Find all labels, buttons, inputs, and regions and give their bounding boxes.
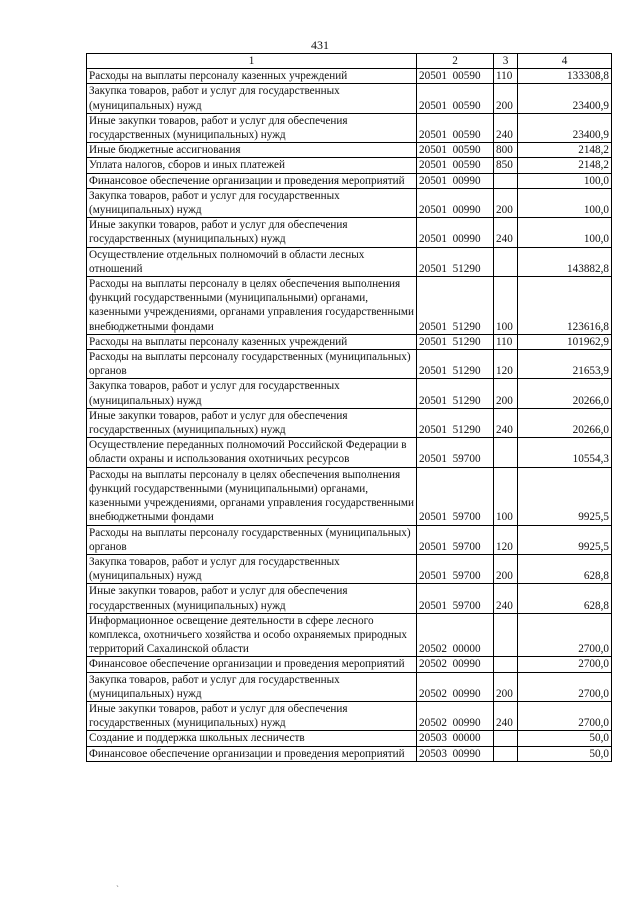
row-code-cell: 20501 51290 — [417, 408, 494, 437]
table-row — [87, 218, 612, 247]
row-code-cell: 20501 51290 — [417, 334, 494, 349]
table-row — [87, 84, 612, 113]
row-code-cell: 20502 00990 — [417, 657, 494, 672]
row-type-cell: 110 — [494, 334, 518, 349]
row-name-cell: Иные закупки товаров, работ и услуг для обеспечения государственных (муниципальных) нужд — [87, 408, 417, 437]
row-type-cell: 240 — [494, 113, 518, 142]
row-code-cell: 20503 00990 — [417, 746, 494, 761]
table-row — [87, 158, 612, 173]
row-name-cell: Закупка товаров, работ и услуг для государственных (муниципальных) нужд — [87, 379, 417, 408]
table-row — [87, 143, 612, 158]
row-type-cell: 240 — [494, 218, 518, 247]
row-code-cell: 20501 00590 — [417, 113, 494, 142]
row-name-cell: Закупка товаров, работ и услуг для государственных (муниципальных) нужд — [87, 188, 417, 217]
row-amount-cell: 100,0 — [518, 173, 612, 188]
row-name-cell: Осуществление отдельных полномочий в области лесных отношений — [87, 247, 417, 276]
row-name-cell: Финансовое обеспечение организации и проведения мероприятий — [87, 657, 417, 672]
row-amount-cell: 9925,5 — [518, 467, 612, 525]
row-amount-cell: 23400,9 — [518, 84, 612, 113]
row-amount-cell: 20266,0 — [518, 379, 612, 408]
row-type-cell: 200 — [494, 554, 518, 583]
table-header-row — [87, 54, 612, 69]
row-amount-cell: 2148,2 — [518, 158, 612, 173]
row-type-cell — [494, 438, 518, 467]
row-type-cell: 800 — [494, 143, 518, 158]
row-name-cell: Расходы на выплаты персоналу государственных (муниципальных) органов — [87, 350, 417, 379]
row-amount-cell: 123616,8 — [518, 277, 612, 335]
row-type-cell: 120 — [494, 350, 518, 379]
row-name-cell: Закупка товаров, работ и услуг для государственных (муниципальных) нужд — [87, 672, 417, 701]
row-type-cell: 200 — [494, 188, 518, 217]
table-row — [87, 731, 612, 746]
row-code-cell: 20501 00590 — [417, 84, 494, 113]
row-amount-cell: 50,0 — [518, 731, 612, 746]
row-amount-cell: 9925,5 — [518, 525, 612, 554]
row-amount-cell: 133308,8 — [518, 69, 612, 84]
row-type-cell — [494, 657, 518, 672]
row-name-cell: Иные закупки товаров, работ и услуг для обеспечения государственных (муниципальных) нужд — [87, 113, 417, 142]
row-type-cell: 200 — [494, 672, 518, 701]
row-name-cell: Закупка товаров, работ и услуг для государственных (муниципальных) нужд — [87, 84, 417, 113]
table-row — [87, 113, 612, 142]
row-type-cell — [494, 731, 518, 746]
row-amount-cell: 100,0 — [518, 188, 612, 217]
row-name-cell: Иные закупки товаров, работ и услуг для обеспечения государственных (муниципальных) нужд — [87, 218, 417, 247]
row-code-cell: 20501 00590 — [417, 158, 494, 173]
row-code-cell: 20501 59700 — [417, 467, 494, 525]
row-code-cell: 20502 00990 — [417, 701, 494, 730]
table-row — [87, 701, 612, 730]
table-row — [87, 69, 612, 84]
row-amount-cell: 50,0 — [518, 746, 612, 761]
row-amount-cell: 23400,9 — [518, 113, 612, 142]
column-header-2: 2 — [417, 54, 494, 69]
row-name-cell: Финансовое обеспечение организации и проведения мероприятий — [87, 173, 417, 188]
row-amount-cell: 143882,8 — [518, 247, 612, 276]
row-code-cell: 20501 51290 — [417, 350, 494, 379]
row-code-cell: 20501 51290 — [417, 277, 494, 335]
row-type-cell — [494, 173, 518, 188]
row-code-cell: 20501 59700 — [417, 525, 494, 554]
table-row — [87, 525, 612, 554]
table-row — [87, 554, 612, 583]
row-type-cell: 200 — [494, 84, 518, 113]
column-header-4: 4 — [518, 54, 612, 69]
table-row — [87, 467, 612, 525]
row-code-cell: 20501 00990 — [417, 188, 494, 217]
row-code-cell: 20502 00000 — [417, 613, 494, 657]
table-row — [87, 672, 612, 701]
row-name-cell: Расходы на выплаты персоналу казенных учреждений — [87, 69, 417, 84]
table-row — [87, 379, 612, 408]
table-row — [87, 188, 612, 217]
row-amount-cell: 2700,0 — [518, 701, 612, 730]
row-code-cell: 20501 51290 — [417, 247, 494, 276]
row-name-cell: Информационное освещение деятельности в сфере лесного комплекса, охотничьего хозяйства и особо охраняемых природных территорий Сахалинской области — [87, 613, 417, 657]
row-code-cell: 20501 59700 — [417, 438, 494, 467]
table-row — [87, 438, 612, 467]
row-name-cell: Иные бюджетные ассигнования — [87, 143, 417, 158]
row-amount-cell: 101962,9 — [518, 334, 612, 349]
column-header-3: 3 — [494, 54, 518, 69]
row-amount-cell: 2148,2 — [518, 143, 612, 158]
row-code-cell: 20501 00990 — [417, 218, 494, 247]
row-code-cell: 20501 00590 — [417, 143, 494, 158]
row-name-cell: Закупка товаров, работ и услуг для государственных (муниципальных) нужд — [87, 554, 417, 583]
row-amount-cell: 20266,0 — [518, 408, 612, 437]
row-name-cell: Создание и поддержка школьных лесничеств — [87, 731, 417, 746]
row-type-cell: 240 — [494, 701, 518, 730]
budget-table — [86, 53, 612, 762]
row-code-cell: 20501 00590 — [417, 69, 494, 84]
row-code-cell: 20502 00990 — [417, 672, 494, 701]
row-name-cell: Осуществление переданных полномочий Российской Федерации в области охраны и использования охотничьих ресурсов — [87, 438, 417, 467]
row-name-cell: Расходы на выплаты персоналу в целях обеспечения выполнения функций государственными (муниципальными) органами, казенными учреждениями, органами управления государственными внебюджетными фондами — [87, 467, 417, 525]
row-name-cell: Расходы на выплаты персоналу в целях обеспечения выполнения функций государственными (муниципальными) органами, казенными учреждениями, органами управления государственными внебюджетными фондами — [87, 277, 417, 335]
table-row — [87, 350, 612, 379]
row-code-cell: 20503 00000 — [417, 731, 494, 746]
table-row — [87, 584, 612, 613]
row-type-cell: 100 — [494, 277, 518, 335]
row-code-cell: 20501 00990 — [417, 173, 494, 188]
row-name-cell: Расходы на выплаты персоналу казенных учреждений — [87, 334, 417, 349]
row-amount-cell: 10554,3 — [518, 438, 612, 467]
row-amount-cell: 2700,0 — [518, 672, 612, 701]
row-code-cell: 20501 59700 — [417, 554, 494, 583]
table-row — [87, 247, 612, 276]
row-code-cell: 20501 59700 — [417, 584, 494, 613]
table-row — [87, 277, 612, 335]
table-row — [87, 173, 612, 188]
row-amount-cell: 2700,0 — [518, 613, 612, 657]
row-type-cell: 240 — [494, 408, 518, 437]
scan-artifact: ` — [116, 884, 119, 894]
row-name-cell: Уплата налогов, сборов и иных платежей — [87, 158, 417, 173]
row-name-cell: Иные закупки товаров, работ и услуг для обеспечения государственных (муниципальных) нужд — [87, 701, 417, 730]
table-row — [87, 408, 612, 437]
row-amount-cell: 628,8 — [518, 554, 612, 583]
row-type-cell: 100 — [494, 467, 518, 525]
row-name-cell: Расходы на выплаты персоналу государственных (муниципальных) органов — [87, 525, 417, 554]
table-row — [87, 334, 612, 349]
table-row — [87, 657, 612, 672]
row-type-cell: 110 — [494, 69, 518, 84]
column-header-1: 1 — [87, 54, 417, 69]
row-name-cell: Финансовое обеспечение организации и проведения мероприятий — [87, 746, 417, 761]
row-amount-cell: 628,8 — [518, 584, 612, 613]
row-amount-cell: 2700,0 — [518, 657, 612, 672]
table-row — [87, 746, 612, 761]
row-amount-cell: 21653,9 — [518, 350, 612, 379]
page-number: 431 — [311, 38, 329, 52]
row-type-cell — [494, 613, 518, 657]
row-type-cell: 240 — [494, 584, 518, 613]
row-type-cell: 850 — [494, 158, 518, 173]
row-type-cell: 200 — [494, 379, 518, 408]
row-amount-cell: 100,0 — [518, 218, 612, 247]
row-type-cell — [494, 247, 518, 276]
row-name-cell: Иные закупки товаров, работ и услуг для обеспечения государственных (муниципальных) нужд — [87, 584, 417, 613]
row-code-cell: 20501 51290 — [417, 379, 494, 408]
table-row — [87, 613, 612, 657]
row-type-cell: 120 — [494, 525, 518, 554]
row-type-cell — [494, 746, 518, 761]
